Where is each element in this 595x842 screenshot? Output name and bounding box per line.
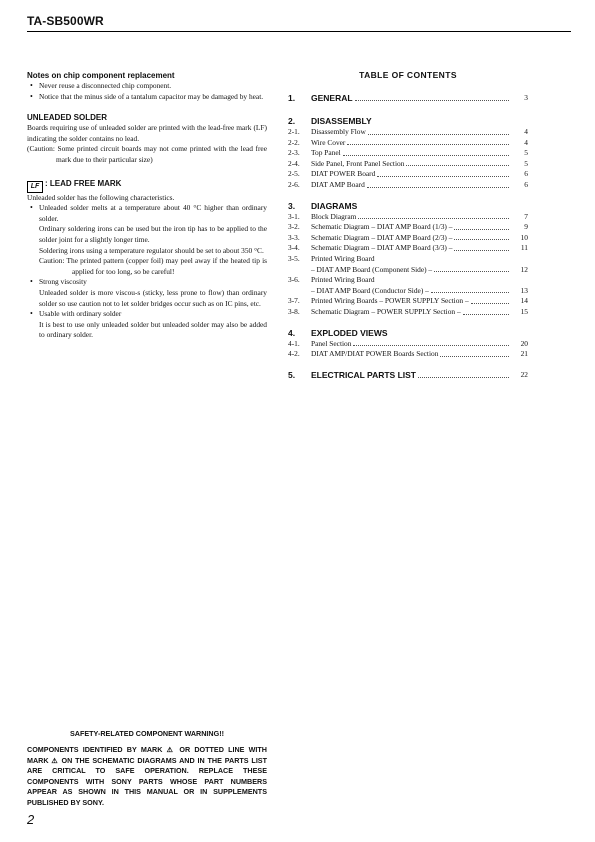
entry-number: 3-7. bbox=[288, 296, 300, 306]
page-number: 10 bbox=[520, 232, 528, 242]
entry-title: Schematic Diagram – DIAT AMP Board (2/3) – bbox=[311, 232, 453, 242]
dot-leader bbox=[418, 369, 509, 378]
entry-number: 3-6. bbox=[288, 275, 300, 285]
entry-number: 2-2. bbox=[288, 137, 300, 147]
entry-title: Printed Wiring Boards – POWER SUPPLY Section – bbox=[311, 296, 469, 306]
toc-entry[interactable] bbox=[288, 159, 528, 170]
page-number: 7 bbox=[524, 211, 528, 221]
toc-entry[interactable] bbox=[288, 222, 528, 233]
dot-leader bbox=[353, 339, 509, 347]
toc-entry[interactable] bbox=[288, 233, 528, 244]
page-number: 12 bbox=[520, 264, 528, 274]
page-number: 3 bbox=[524, 93, 528, 102]
section-number: 5. bbox=[288, 369, 296, 380]
entry-number: 4-2. bbox=[288, 349, 300, 359]
toc-section-exploded-views[interactable] bbox=[288, 327, 528, 339]
entry-number: 3-5. bbox=[288, 253, 300, 263]
caution-text: Caution: The printed pattern (copper foil) may peel away if the heated tip is applied for too long, so be careful! bbox=[39, 256, 267, 276]
entry-title: DIAT POWER Board bbox=[311, 169, 376, 179]
page-number: 6 bbox=[524, 169, 528, 179]
section-number: 1. bbox=[288, 93, 296, 103]
dot-leader bbox=[431, 286, 509, 294]
entry-number: 3-4. bbox=[288, 243, 300, 253]
section-title: GENERAL bbox=[311, 93, 353, 103]
toc-entry[interactable] bbox=[288, 180, 528, 191]
entry-title: Wire Cover bbox=[311, 137, 346, 147]
list-item bbox=[27, 309, 267, 341]
entry-number: 2-3. bbox=[288, 148, 300, 158]
entry-number: 2-6. bbox=[288, 179, 300, 189]
entry-title: Printed Wiring Board bbox=[311, 275, 375, 285]
list-item-text: • Usable with ordinary solder bbox=[39, 309, 122, 319]
safety-warning-text: COMPONENTS IDENTIFIED BY MARK ⚠ OR DOTTED LINE WITH MARK ⚠ ON THE SCHEMATIC DIAGRAMS AND IN THE PARTS LIST ARE CRITICAL TO SAFE OPERATION. REPLACE THESE COMPONENTS WITH SONY PARTS WHOSE PART NUMBERS APPEAR AS SHOWN IN THIS MANUAL OR IN SUPPLEMENTS PUBLISHED BY SONY. bbox=[27, 745, 267, 807]
entry-title: – DIAT AMP Board (Component Side) – bbox=[311, 264, 433, 274]
safety-warning-title: SAFETY-RELATED COMPONENT WARNING!! bbox=[70, 729, 224, 738]
list-item bbox=[27, 277, 267, 309]
toc-section-disassembly[interactable] bbox=[288, 115, 528, 127]
dot-leader bbox=[454, 243, 509, 251]
unleaded-solder-text: Boards requiring use of unleaded solder are printed with the lead-free mark (LF) indicating the solder contains no lead. bbox=[27, 123, 267, 143]
entry-title: Schematic Diagram – DIAT AMP Board (1/3) – bbox=[311, 222, 453, 232]
section-number: 2. bbox=[288, 116, 296, 126]
page-number: 5 bbox=[524, 148, 528, 158]
list-item-text: Ordinary soldering irons can be used but the iron tip has to be applied to the solder joint for a slightly longer time. bbox=[39, 224, 267, 244]
toc-entry[interactable] bbox=[288, 127, 528, 138]
page-number-footer: 2 bbox=[27, 812, 35, 827]
toc-entry[interactable] bbox=[288, 286, 528, 297]
dot-leader bbox=[355, 92, 509, 101]
model-title: TA-SB500WR bbox=[27, 14, 104, 28]
toc-entry[interactable] bbox=[288, 243, 528, 254]
page-number: 13 bbox=[520, 285, 528, 295]
page-number: 22 bbox=[520, 369, 528, 379]
entry-title: Disassembly Flow bbox=[311, 127, 366, 136]
dot-leader bbox=[347, 138, 509, 146]
toc-entry[interactable] bbox=[288, 265, 528, 276]
unleaded-caution-text: (Caution: Some printed circuit boards may not come printed with the lead free mark due to their particular size) bbox=[27, 144, 267, 164]
dot-leader bbox=[343, 148, 509, 156]
dot-leader bbox=[471, 296, 509, 304]
entry-title: Schematic Diagram – POWER SUPPLY Section – bbox=[311, 306, 461, 316]
dot-leader bbox=[406, 159, 509, 167]
entry-number bbox=[288, 286, 311, 297]
list-item-text: • Strong viscosity bbox=[39, 277, 87, 287]
entry-number: 3-2. bbox=[288, 222, 300, 232]
section-title: EXPLODED VIEWS bbox=[311, 327, 388, 338]
entry-number: 2-4. bbox=[288, 158, 300, 168]
toc-section-general[interactable] bbox=[288, 92, 528, 104]
list-item-text: • Unleaded solder melts at a temperature about 40 °C higher than ordinary solder. bbox=[39, 203, 267, 223]
list-item-text: Soldering irons using a temperature regulator should be set to about 350 °C. bbox=[39, 245, 264, 255]
lead-free-mark-icon: LF bbox=[27, 181, 43, 193]
entry-number: 4-1. bbox=[288, 338, 300, 348]
chip-notes-heading: Notes on chip component replacement bbox=[27, 71, 175, 80]
lead-free-intro: Unleaded solder has the following characteristics. bbox=[27, 192, 175, 202]
dot-leader bbox=[434, 265, 509, 273]
page-number: 15 bbox=[520, 306, 528, 316]
entry-title: Schematic Diagram – DIAT AMP Board (3/3) – bbox=[311, 243, 453, 253]
entry-title: Side Panel, Front Panel Section bbox=[311, 158, 405, 168]
toc-title: TABLE OF CONTENTS bbox=[359, 70, 457, 80]
entry-title: Panel Section bbox=[311, 338, 352, 348]
entry-title: Printed Wiring Board bbox=[311, 253, 375, 263]
dot-leader bbox=[368, 127, 509, 135]
dot-leader bbox=[454, 233, 509, 241]
list-item: • Never reuse a disconnected chip component. bbox=[27, 81, 267, 92]
page-number: 20 bbox=[520, 338, 528, 348]
dot-leader bbox=[463, 307, 509, 315]
list-item bbox=[27, 203, 267, 277]
toc-entry[interactable] bbox=[288, 169, 528, 180]
entry-title: Block Diagram bbox=[311, 211, 357, 221]
page-number: 9 bbox=[524, 222, 528, 232]
entry-number: 3-1. bbox=[288, 211, 300, 221]
entry-number: 2-1. bbox=[288, 127, 300, 136]
toc-entry[interactable] bbox=[288, 275, 528, 286]
dot-leader bbox=[440, 349, 509, 357]
section-title: ELECTRICAL PARTS LIST bbox=[311, 369, 416, 380]
entry-number bbox=[288, 265, 311, 276]
table-of-contents bbox=[288, 70, 528, 381]
list-item: • Notice that the minus side of a tantalum capacitor may be damaged by heat. bbox=[27, 92, 267, 103]
entry-title: Top Panel bbox=[311, 148, 341, 158]
section-number: 3. bbox=[288, 200, 296, 211]
page-number: 14 bbox=[520, 296, 528, 306]
toc-section-parts-list[interactable] bbox=[288, 369, 528, 381]
entry-title: – DIAT AMP Board (Conductor Side) – bbox=[311, 285, 429, 295]
toc-section-diagrams[interactable] bbox=[288, 200, 528, 212]
lead-free-heading-text: : LEAD FREE MARK bbox=[45, 178, 122, 188]
left-column bbox=[27, 70, 267, 341]
toc-entry[interactable] bbox=[288, 254, 528, 265]
page-number: 11 bbox=[520, 243, 528, 253]
unleaded-solder-heading: UNLEADED SOLDER bbox=[27, 113, 108, 123]
entry-number: 2-5. bbox=[288, 169, 300, 179]
dot-leader bbox=[454, 222, 509, 230]
section-title: DIAGRAMS bbox=[311, 200, 358, 211]
page-number: 4 bbox=[524, 127, 528, 136]
toc-entry[interactable] bbox=[288, 339, 528, 350]
list-item-text: It is best to use only unleaded solder but unleaded solder may also be added to ordinary solder. bbox=[39, 319, 267, 340]
dot-leader bbox=[358, 212, 509, 220]
toc-entry[interactable] bbox=[288, 138, 528, 149]
section-number: 4. bbox=[288, 327, 296, 338]
toc-entry[interactable] bbox=[288, 212, 528, 223]
page-number: 21 bbox=[520, 349, 528, 359]
toc-entry[interactable] bbox=[288, 307, 528, 318]
lead-free-list bbox=[27, 203, 267, 341]
toc-entry[interactable] bbox=[288, 296, 528, 307]
exploded-view-entries bbox=[288, 339, 528, 360]
page-number: 5 bbox=[524, 158, 528, 168]
header-rule bbox=[27, 31, 571, 32]
entry-title: DIAT AMP Board bbox=[311, 179, 365, 189]
dot-leader bbox=[377, 169, 509, 177]
dot-leader bbox=[367, 180, 509, 188]
entry-number: 3-8. bbox=[288, 306, 300, 316]
page-number: 6 bbox=[524, 179, 528, 189]
disassembly-entries bbox=[288, 127, 528, 191]
lead-free-heading bbox=[27, 178, 267, 193]
safety-warning bbox=[27, 729, 267, 809]
toc-entry[interactable] bbox=[288, 349, 528, 360]
list-item-text: Unleaded solder is more viscou-s (sticky, less prone to flow) than ordinary solder so use caution not to let solder bridges occur such as on IC pins, etc. bbox=[39, 287, 267, 308]
chip-notes-list bbox=[27, 81, 267, 102]
page-number: 4 bbox=[524, 137, 528, 147]
entry-title: DIAT AMP/DIAT POWER Boards Section bbox=[311, 349, 439, 359]
toc-entry[interactable] bbox=[288, 148, 528, 159]
diagram-entries bbox=[288, 212, 528, 318]
entry-number: 3-3. bbox=[288, 232, 300, 242]
section-title: DISASSEMBLY bbox=[311, 116, 372, 126]
